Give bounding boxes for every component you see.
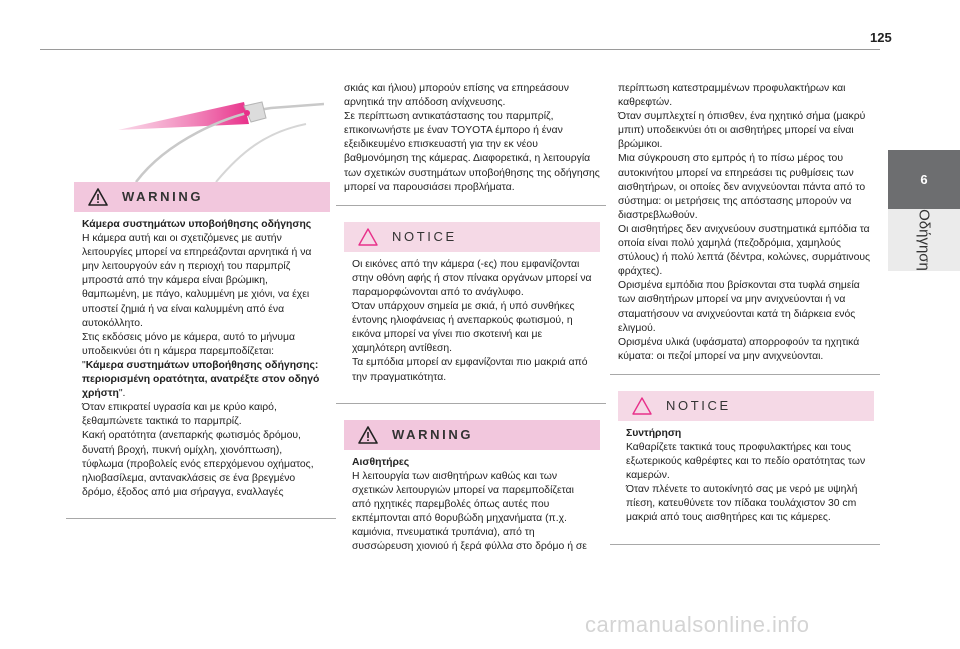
continued-paragraph: περίπτωση κατεστραμμένων προφυλακτήρων και καθρεφτών. xyxy=(618,83,846,109)
warning-body xyxy=(74,212,330,508)
notice-heading: Συντήρηση xyxy=(626,427,682,439)
page-number: 125 xyxy=(870,30,892,45)
warning-header xyxy=(74,182,330,212)
chapter-title: Οδήγηση xyxy=(915,209,933,271)
notice-paragraph: Οι εικόνες από την κάμερα (-ες) που εμφανίζονται στην οθόνη αφής ή στον πίνακα οργάνων μπορεί να παραμορφώνονται από το ανάγλυφο. xyxy=(352,258,592,298)
continued-paragraph: Μια σύγκρουση στο εμπρός ή το πίσω μέρος του αυτοκινήτου μπορεί να επηρεάσει τις ρυθμίσεις των αισθητήρων, οι οποίες δεν ανιχνεύονται πάντα από το σύστημα: οι μετρήσεις της απόστασης μπορούν να διαστρεβλωθούν. xyxy=(618,153,866,221)
sensors-continued xyxy=(610,72,880,375)
quote-mark: ". xyxy=(118,388,126,400)
warning-header xyxy=(344,420,600,450)
column-3 xyxy=(610,72,880,545)
notice-body xyxy=(618,421,874,534)
quote-mark: " xyxy=(82,359,86,371)
continued-paragraph: σκιάς και ήλιου) μπορούν επίσης να επηρεάσουν αρνητικά την απόδοση ανίχνευσης. xyxy=(344,83,569,109)
notice-paragraph: Όταν πλένετε το αυτοκίνητό σας με νερό με υψηλή πίεση, κατευθύνετε τον πίδακα τουλάχιστον 30 cm μακριά από τους αισθητήρες και τις κάμερες. xyxy=(626,484,858,524)
notice-body xyxy=(344,252,600,393)
watermark: carmanualsonline.info xyxy=(585,612,810,637)
column-2 xyxy=(336,72,606,572)
notice-paragraph: Όταν υπάρχουν σημεία με σκιά, ή υπό συνθήκες έντονης ηλιοφάνειας ή ανεπαρκούς φωτισμού, η εικόνα μπορεί να γίνει πιο σκοτεινή και με χαμηλότερη αντίθεση. xyxy=(352,301,575,355)
warning-camera-box xyxy=(66,182,336,519)
warning-sensors-box xyxy=(336,420,606,573)
warning-paragraph: Στις εκδόσεις μόνο με κάμερα, αυτό το μήνυμα υποδεικνύει ότι η κάμερα παρεμποδίζεται: xyxy=(82,331,295,357)
warning-paragraph: Όταν επικρατεί υγρασία και με κρύο καιρό, ξεθαμπώνετε τακτικά το παρμπρίζ. xyxy=(82,402,277,428)
chapter-title-tab[interactable] xyxy=(888,209,960,271)
message-text: Κάμερα συστημάτων υποβοήθησης οδήγησης: περιορισμένη ορατότητα, ανατρέξτε στον οδηγό χρήστη xyxy=(82,359,320,400)
notice-header xyxy=(344,222,600,252)
windshield-camera-illustration xyxy=(66,72,324,182)
warning-body xyxy=(344,450,600,563)
warning-heading: Αισθητήρες xyxy=(352,456,410,468)
warning-message-quote xyxy=(82,359,324,401)
header-rule xyxy=(40,49,880,50)
warning-paragraph: Η λειτουργία των αισθητήρων καθώς και των σχετικών λειτουργιών μπορεί να παρεμποδίζεται από ηχητικές παρεμβολές όπως αυτές που εκπέμπονται από θορυβώδη μηχανήματα (π.χ. καμιόνια, πνευματικά τρυπάνια), από τη συσσώρευση χιονιού ή ξερά φύλλα στο δρόμο ή σε xyxy=(352,470,587,553)
warning-label: WARNING xyxy=(122,188,204,204)
notice-label: NOTICE xyxy=(666,397,731,413)
warning-triangle-icon xyxy=(358,426,378,444)
chapter-tab[interactable]: 6 xyxy=(888,150,960,209)
continued-paragraph: Ορισμένα υλικά (υφάσματα) απορροφούν τα ηχητικά κύματα: οι πεζοί μπορεί να μην ανιχνεύονται. xyxy=(618,336,860,362)
warning-continued xyxy=(336,72,606,206)
notice-label: NOTICE xyxy=(392,228,457,244)
notice-triangle-icon xyxy=(632,397,652,415)
warning-triangle-icon xyxy=(88,188,108,206)
warning-heading: Κάμερα συστημάτων υποβοήθησης οδήγησης xyxy=(82,219,312,230)
notice-paragraph: Τα εμπόδια μπορεί αν εμφανίζονται πιο μακριά από την πραγματικότητα. xyxy=(352,357,588,383)
continued-paragraph: Σε περίπτωση αντικατάστασης του παρμπρίζ, επικοινωνήστε με έναν TOYOTA έμπορο ή έναν εξειδικευμένο επισκευαστή για την εκ νέου βαθμονόμηση της κάμερας. Διαφορετικά, η λειτουργία των σχετικών συστημάτων υποβοήθησης της οδήγησης μπορεί να παρουσιάσει προβλήματα. xyxy=(344,111,600,193)
notice-paragraph: Καθαρίζετε τακτικά τους προφυλακτήρες και τους εξωτερικούς καθρέφτες και το πεδίο ορατότητας των καμερών. xyxy=(626,441,866,482)
notice-maintenance-box xyxy=(610,391,880,545)
continued-paragraph: Οι αισθητήρες δεν ανιχνεύουν συστηματικά εμπόδια τα οποία είναι πολύ χαμηλά (πεζοδρόμια, χαμηλούς στύλους) ή πολύ λεπτά (δέντρα, κολώνες, συρμάτινους φράχτες). xyxy=(618,223,871,278)
warning-paragraph: Κακή ορατότητα (ανεπαρκής φωτισμός δρόμου, δυνατή βροχή, πυκνή ομίχλη, χιονόπτωση), τύφλωμα (προβολείς ενός επερχόμενου οχήματος, ηλιοβασίλεμα, αντανακλάσεις σε ένα βρεγμένο δρόμο, έξοδος από μια σήραγγα, εναλλαγές xyxy=(82,430,314,498)
camera-field-illustration xyxy=(66,72,324,182)
notice-header xyxy=(618,391,874,421)
continued-paragraph: Ορισμένα εμπόδια που βρίσκονται στα τυφλά σημεία των αισθητήρων μπορεί να μην ανιχνεύονται ή να σταματήσουν να ανιχνεύονται κατά τη διάρκεια ενός ελιγμού. xyxy=(618,280,860,334)
notice-triangle-icon xyxy=(358,228,378,246)
warning-paragraph: Η κάμερα αυτή και οι σχετιζόμενες με αυτήν λειτουργίες μπορεί να επηρεάζονται αρνητικά ή να μην λειτουργούν εάν η περιοχή του παρμπρίζ μπροστά από την κάμερα είναι βρώμικη, θαμπωμένη, με πάγο, καλυμμένη με χιόνι, να έχει υποστεί ζημιά ή να είναι καλυμμένη από ένα αυτοκόλλητο. xyxy=(82,233,312,329)
notice-camera-box xyxy=(336,222,606,404)
warning-label: WARNING xyxy=(392,426,474,442)
column-1 xyxy=(66,72,336,519)
continued-paragraph: Όταν συμπλεχτεί η όπισθεν, ένα ηχητικό σήμα (μακρύ μπιπ) υποδεικνύει ότι οι αισθητήρες μπορεί να είναι βρώμικοι. xyxy=(618,111,866,151)
